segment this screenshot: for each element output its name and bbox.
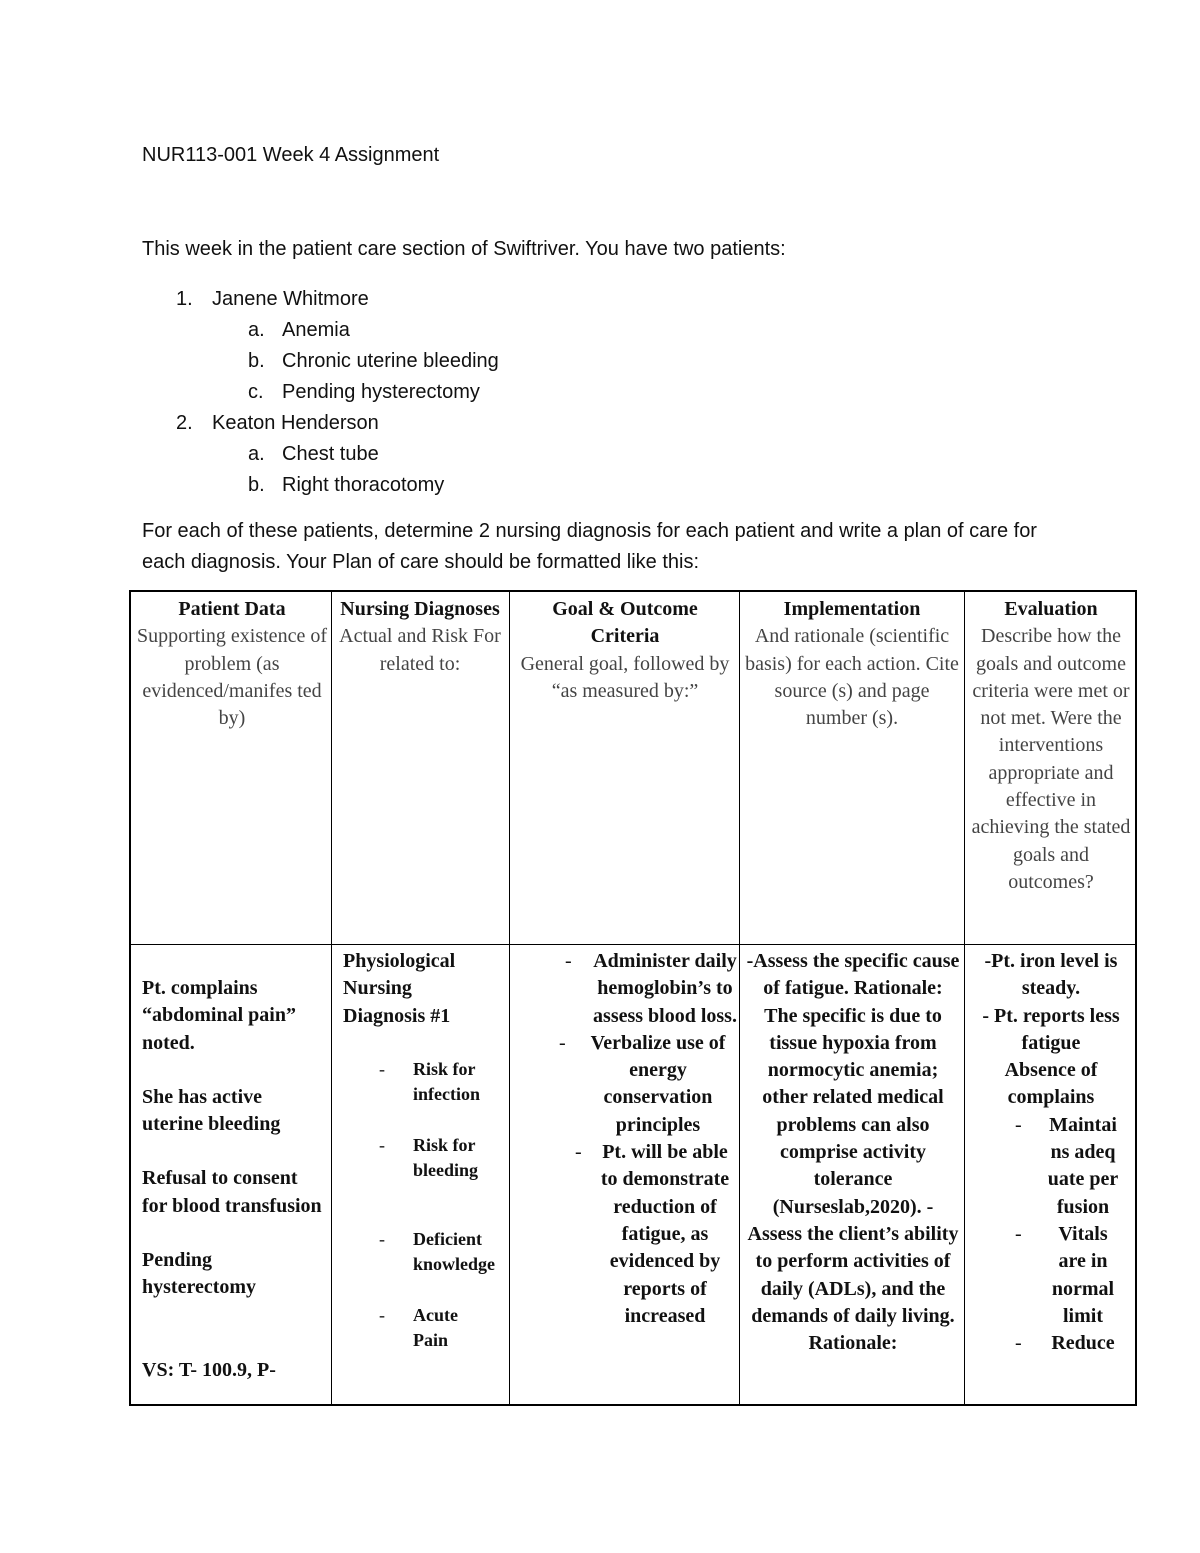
dash-marker: - xyxy=(559,1031,566,1054)
header-title: Evaluation xyxy=(1004,598,1098,620)
patient-data-entry: Pending hysterectomy xyxy=(142,1249,257,1299)
row-divider xyxy=(131,944,1135,945)
evaluation-text: -Pt. iron level is steady. xyxy=(984,950,1118,1000)
evaluation-item-text: Vitals are in normal limit xyxy=(1051,1222,1115,1327)
header-subtitle: Describe how the goals and outcome criteria were met or not met. Were the interventions appropriate and effective in achieving the stated goals and outcomes? xyxy=(971,625,1131,893)
evaluation-text: Absence of complains xyxy=(1004,1059,1098,1109)
dash-marker: - xyxy=(565,950,572,972)
goal-item xyxy=(515,1030,737,1139)
evaluation-item-text: Reduce xyxy=(1051,1332,1115,1355)
diagnosis-item xyxy=(343,1133,495,1184)
header-title: Implementation xyxy=(783,598,921,620)
header-title: Goal & Outcome Criteria xyxy=(552,598,698,648)
condition-text: Chest tube xyxy=(282,443,379,465)
patient-data-entry: Pt. complains “abdominal pain” noted. xyxy=(142,977,296,1054)
evaluation-item xyxy=(971,1330,1121,1357)
header-subtitle: Actual and Risk For related to: xyxy=(339,625,501,675)
care-plan-table xyxy=(129,590,1137,1406)
goal-text: Verbalize use of energy conservation principles xyxy=(590,1031,726,1136)
diagnosis-list xyxy=(343,1057,505,1354)
implementation-text: -Assess the specific cause of fatigue. Rationale: The specific is due to tissue hypoxia from normocytic anemia; other related medical problems can also comprise activity tolerance (Nurseslab,2020). - Assess the client’s ability to perform activities of daily (ADLs), and the demands of daily living. Rationale: xyxy=(746,950,960,1355)
header-subtitle: Supporting existence of problem (as evidenced/manifes ted by) xyxy=(137,625,327,730)
dash-marker: - xyxy=(1015,1222,1022,1245)
condition-text: Pending hysterectomy xyxy=(282,381,480,403)
dash-marker: - xyxy=(379,1134,385,1155)
header-nursing-diagnoses xyxy=(337,596,503,678)
diagnosis-text: Risk for infection xyxy=(413,1058,480,1105)
list-number: 1. xyxy=(176,288,193,310)
goal-list xyxy=(515,948,737,1330)
header-subtitle: General goal, followed by “as measured by:” xyxy=(520,652,730,702)
nursing-diagnoses-cell xyxy=(343,948,505,1354)
document-title: NUR113-001 Week 4 Assignment xyxy=(142,144,440,166)
header-subtitle: And rationale (scientific basis) for each action. Cite source (s) and page number (s). xyxy=(745,625,959,730)
diagnosis-text: Acute Pain xyxy=(413,1304,458,1351)
goals-cell xyxy=(515,948,737,1330)
evaluation-cell xyxy=(971,948,1131,1357)
condition-item xyxy=(142,315,464,346)
goal-item xyxy=(515,1139,737,1330)
patient-item xyxy=(142,284,464,315)
header-title: Patient Data xyxy=(178,598,286,620)
dash-marker: - xyxy=(379,1304,385,1325)
evaluation-text: - Pt. reports less fatigue xyxy=(982,1004,1120,1054)
patient-name: Keaton Henderson xyxy=(212,412,379,434)
diagnosis-item xyxy=(343,1227,495,1278)
condition-item xyxy=(142,346,499,377)
list-letter: a. xyxy=(248,443,265,465)
condition-item xyxy=(142,439,464,470)
header-implementation xyxy=(745,596,959,732)
diagnosis-heading: Physiological Nursing Diagnosis #1 xyxy=(343,950,456,1027)
evaluation-item xyxy=(971,1112,1121,1221)
goal-item xyxy=(515,948,737,1030)
column-divider xyxy=(331,592,332,1404)
intro-text: This week in the patient care section of Swiftriver. You have two patients: xyxy=(142,238,786,260)
condition-text: Chronic uterine bleeding xyxy=(282,350,499,372)
dash-marker: - xyxy=(379,1228,385,1249)
dash-marker: - xyxy=(575,1141,582,1164)
instructions-text: For each of these patients, determine 2 nursing diagnosis for each patient and write a plan of care for each diagnosis. Your Plan of care should be formatted like this: xyxy=(142,520,1037,573)
list-letter: b. xyxy=(248,474,265,496)
patient-data-entry: Refusal to consent for blood transfusion xyxy=(142,1167,322,1217)
column-divider xyxy=(739,592,740,1404)
list-letter: c. xyxy=(248,381,264,403)
diagnosis-item xyxy=(343,1303,495,1354)
patient-item xyxy=(142,408,464,439)
header-title: Nursing Diagnoses xyxy=(340,598,500,620)
diagnosis-text: Risk for bleeding xyxy=(413,1134,479,1181)
diagnosis-text: Deficient knowledge xyxy=(413,1228,496,1275)
goal-text: Administer daily hemoglobin’s to assess blood loss. xyxy=(593,950,737,1027)
condition-text: Right thoracotomy xyxy=(282,474,445,496)
implementation-cell xyxy=(745,948,961,1357)
header-goal-outcome xyxy=(517,596,733,705)
evaluation-item-text: Maintains adequate perfusion xyxy=(1047,1113,1119,1218)
evaluation-list xyxy=(971,1112,1131,1358)
patient-list xyxy=(142,284,499,501)
goal-text: Pt. will be able to demonstrate reduction of fatigue, as evidenced by reports of increased xyxy=(600,1141,730,1327)
condition-item xyxy=(142,377,480,408)
list-letter: b. xyxy=(248,350,265,372)
diagnosis-item xyxy=(343,1057,495,1108)
dash-marker: - xyxy=(1015,1332,1022,1355)
condition-text: Anemia xyxy=(282,319,350,341)
header-evaluation xyxy=(971,596,1131,896)
dash-marker: - xyxy=(1015,1113,1022,1136)
patient-data-cell xyxy=(142,975,327,1384)
condition-item xyxy=(142,470,464,501)
list-number: 2. xyxy=(176,412,193,434)
patient-data-entry: She has active uterine bleeding xyxy=(142,1085,281,1136)
evaluation-item xyxy=(971,1221,1121,1330)
column-divider xyxy=(964,592,965,1404)
dash-marker: - xyxy=(379,1058,385,1079)
header-patient-data xyxy=(137,596,327,732)
patient-name: Janene Whitmore xyxy=(212,288,369,310)
patient-data-entry: VS: T- 100.9, P- xyxy=(142,1358,276,1381)
column-divider xyxy=(509,592,510,1404)
list-letter: a. xyxy=(248,319,265,341)
